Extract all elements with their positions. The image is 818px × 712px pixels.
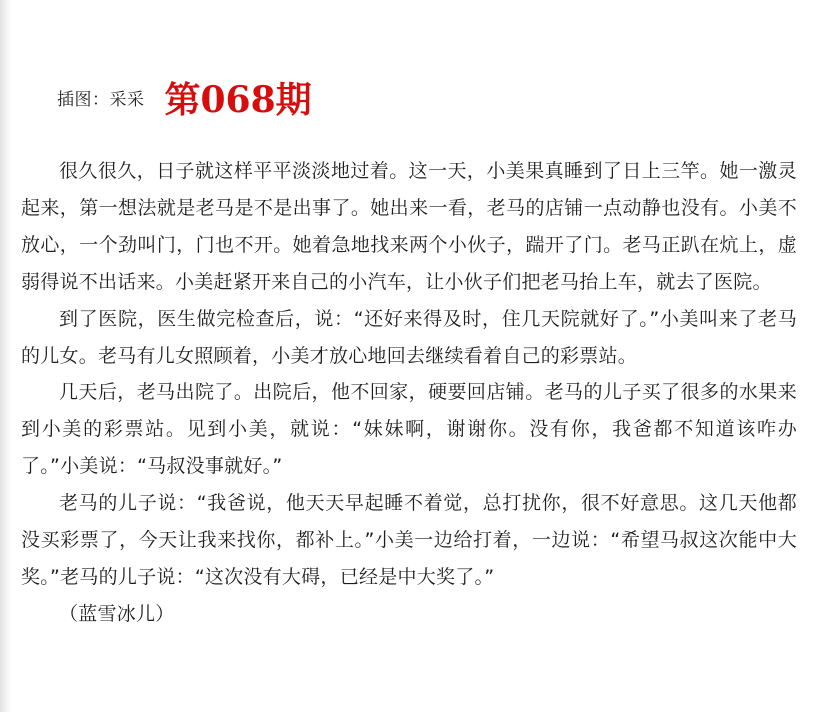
paragraph: 几天后，老马出院了。出院后，他不回家，硬要回店铺。老马的儿子买了很多的水果来到小美的彩票站。见到小美，就说：“妹妹啊，谢谢你。没有你，我爸都不知道该咋办了。”小美说：“马叔没事就好。” bbox=[21, 381, 797, 478]
paragraph: 到了医院，医生做完检查后，说：“还好来得及时，住几天院就好了。”小美叫来了老马的儿女。老马有儿女照顾着，小美才放心地回去继续看着自己的彩票站。 bbox=[21, 307, 797, 367]
author-signature: （蓝雪冰儿） bbox=[59, 602, 175, 625]
illustration-credit: 插图：采采 bbox=[57, 89, 145, 110]
page-edge-shadow bbox=[0, 0, 12, 712]
article-header bbox=[57, 72, 312, 122]
article-body bbox=[21, 153, 797, 633]
paragraph: 老马的儿子说：“我爸说，他天天早起睡不着觉，总打扰你，很不好意思。这几天他都没买彩票了，今天让我来找你，都补上。”小美一边给打着，一边说：“希望马叔这次能中大奖。”老马的儿子说：“这次没有大碍，已经是中大奖了。” bbox=[21, 492, 797, 588]
issue-number: 第068期 bbox=[164, 78, 312, 121]
paragraph: 很久很久，日子就这样平平淡淡地过着。这一天，小美果真睡到了日上三竿。她一激灵起来，第一想法就是老马是不是出事了。她出来一看，老马的店铺一点动静也没有。小美不放心，一个劲叫门，门也不开。她着急地找来两个小伙子，踹开了门。老马正趴在炕上，虚弱得说不出话来。小美赶紧开来自己的小汽车，让小伙子们把老马抬上车，就去了医院。 bbox=[21, 160, 797, 293]
